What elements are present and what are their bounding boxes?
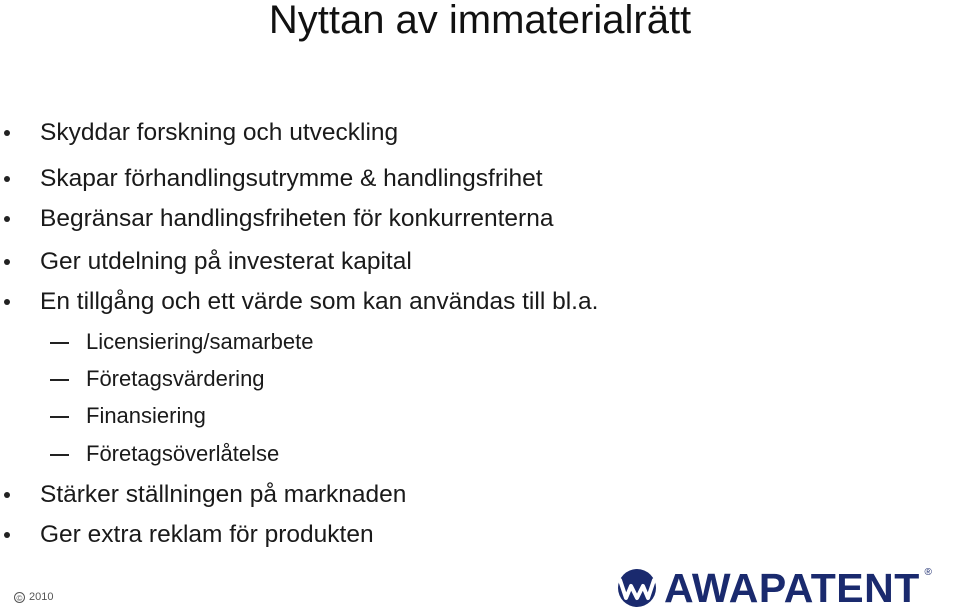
bullet-text: Stärker ställningen på marknaden xyxy=(40,481,407,508)
copyright-icon: © xyxy=(14,592,25,603)
dash-icon xyxy=(50,379,69,381)
bullet-text: Ger extra reklam för produkten xyxy=(40,521,374,548)
bullet-dot-icon xyxy=(4,492,10,498)
slide-title: Nyttan av immaterialrätt xyxy=(268,0,692,42)
dash-icon xyxy=(50,342,69,344)
copyright-year: 2010 xyxy=(29,591,54,603)
bullet-text: Skyddar forskning och utveckling xyxy=(40,119,399,146)
sub-bullet-text: Företagsvärdering xyxy=(86,366,265,391)
bullet-text: En tillgång och ett värde som kan användas till bl.a. xyxy=(40,288,599,315)
sub-bullet-text: Finansiering xyxy=(86,403,206,428)
bullet-dot-icon xyxy=(4,216,10,222)
sub-bullet-text: Företagsöverlåtelse xyxy=(86,441,280,466)
sub-bullet-text: Licensiering/samarbete xyxy=(86,329,314,354)
bullet-dot-icon xyxy=(4,532,10,538)
bullet-text: Begränsar handlingsfriheten för konkurrenterna xyxy=(40,205,554,232)
bullet-dot-icon xyxy=(4,299,10,305)
bullet-dot-icon xyxy=(4,176,10,182)
logo-text: AWAPATENT xyxy=(664,565,920,611)
dash-icon xyxy=(50,416,69,418)
bullet-dot-icon xyxy=(4,130,10,136)
bullet-text: Ger utdelning på investerat kapital xyxy=(40,248,412,275)
dash-icon xyxy=(50,454,69,456)
bullet-text: Skapar förhandlingsutrymme & handlingsfrihet xyxy=(40,165,543,192)
awapatent-logo-mark-icon xyxy=(614,568,660,608)
copyright-notice xyxy=(14,590,53,604)
bullet-dot-icon xyxy=(4,259,10,265)
awapatent-logo xyxy=(614,565,932,611)
registered-mark: ® xyxy=(924,567,932,578)
